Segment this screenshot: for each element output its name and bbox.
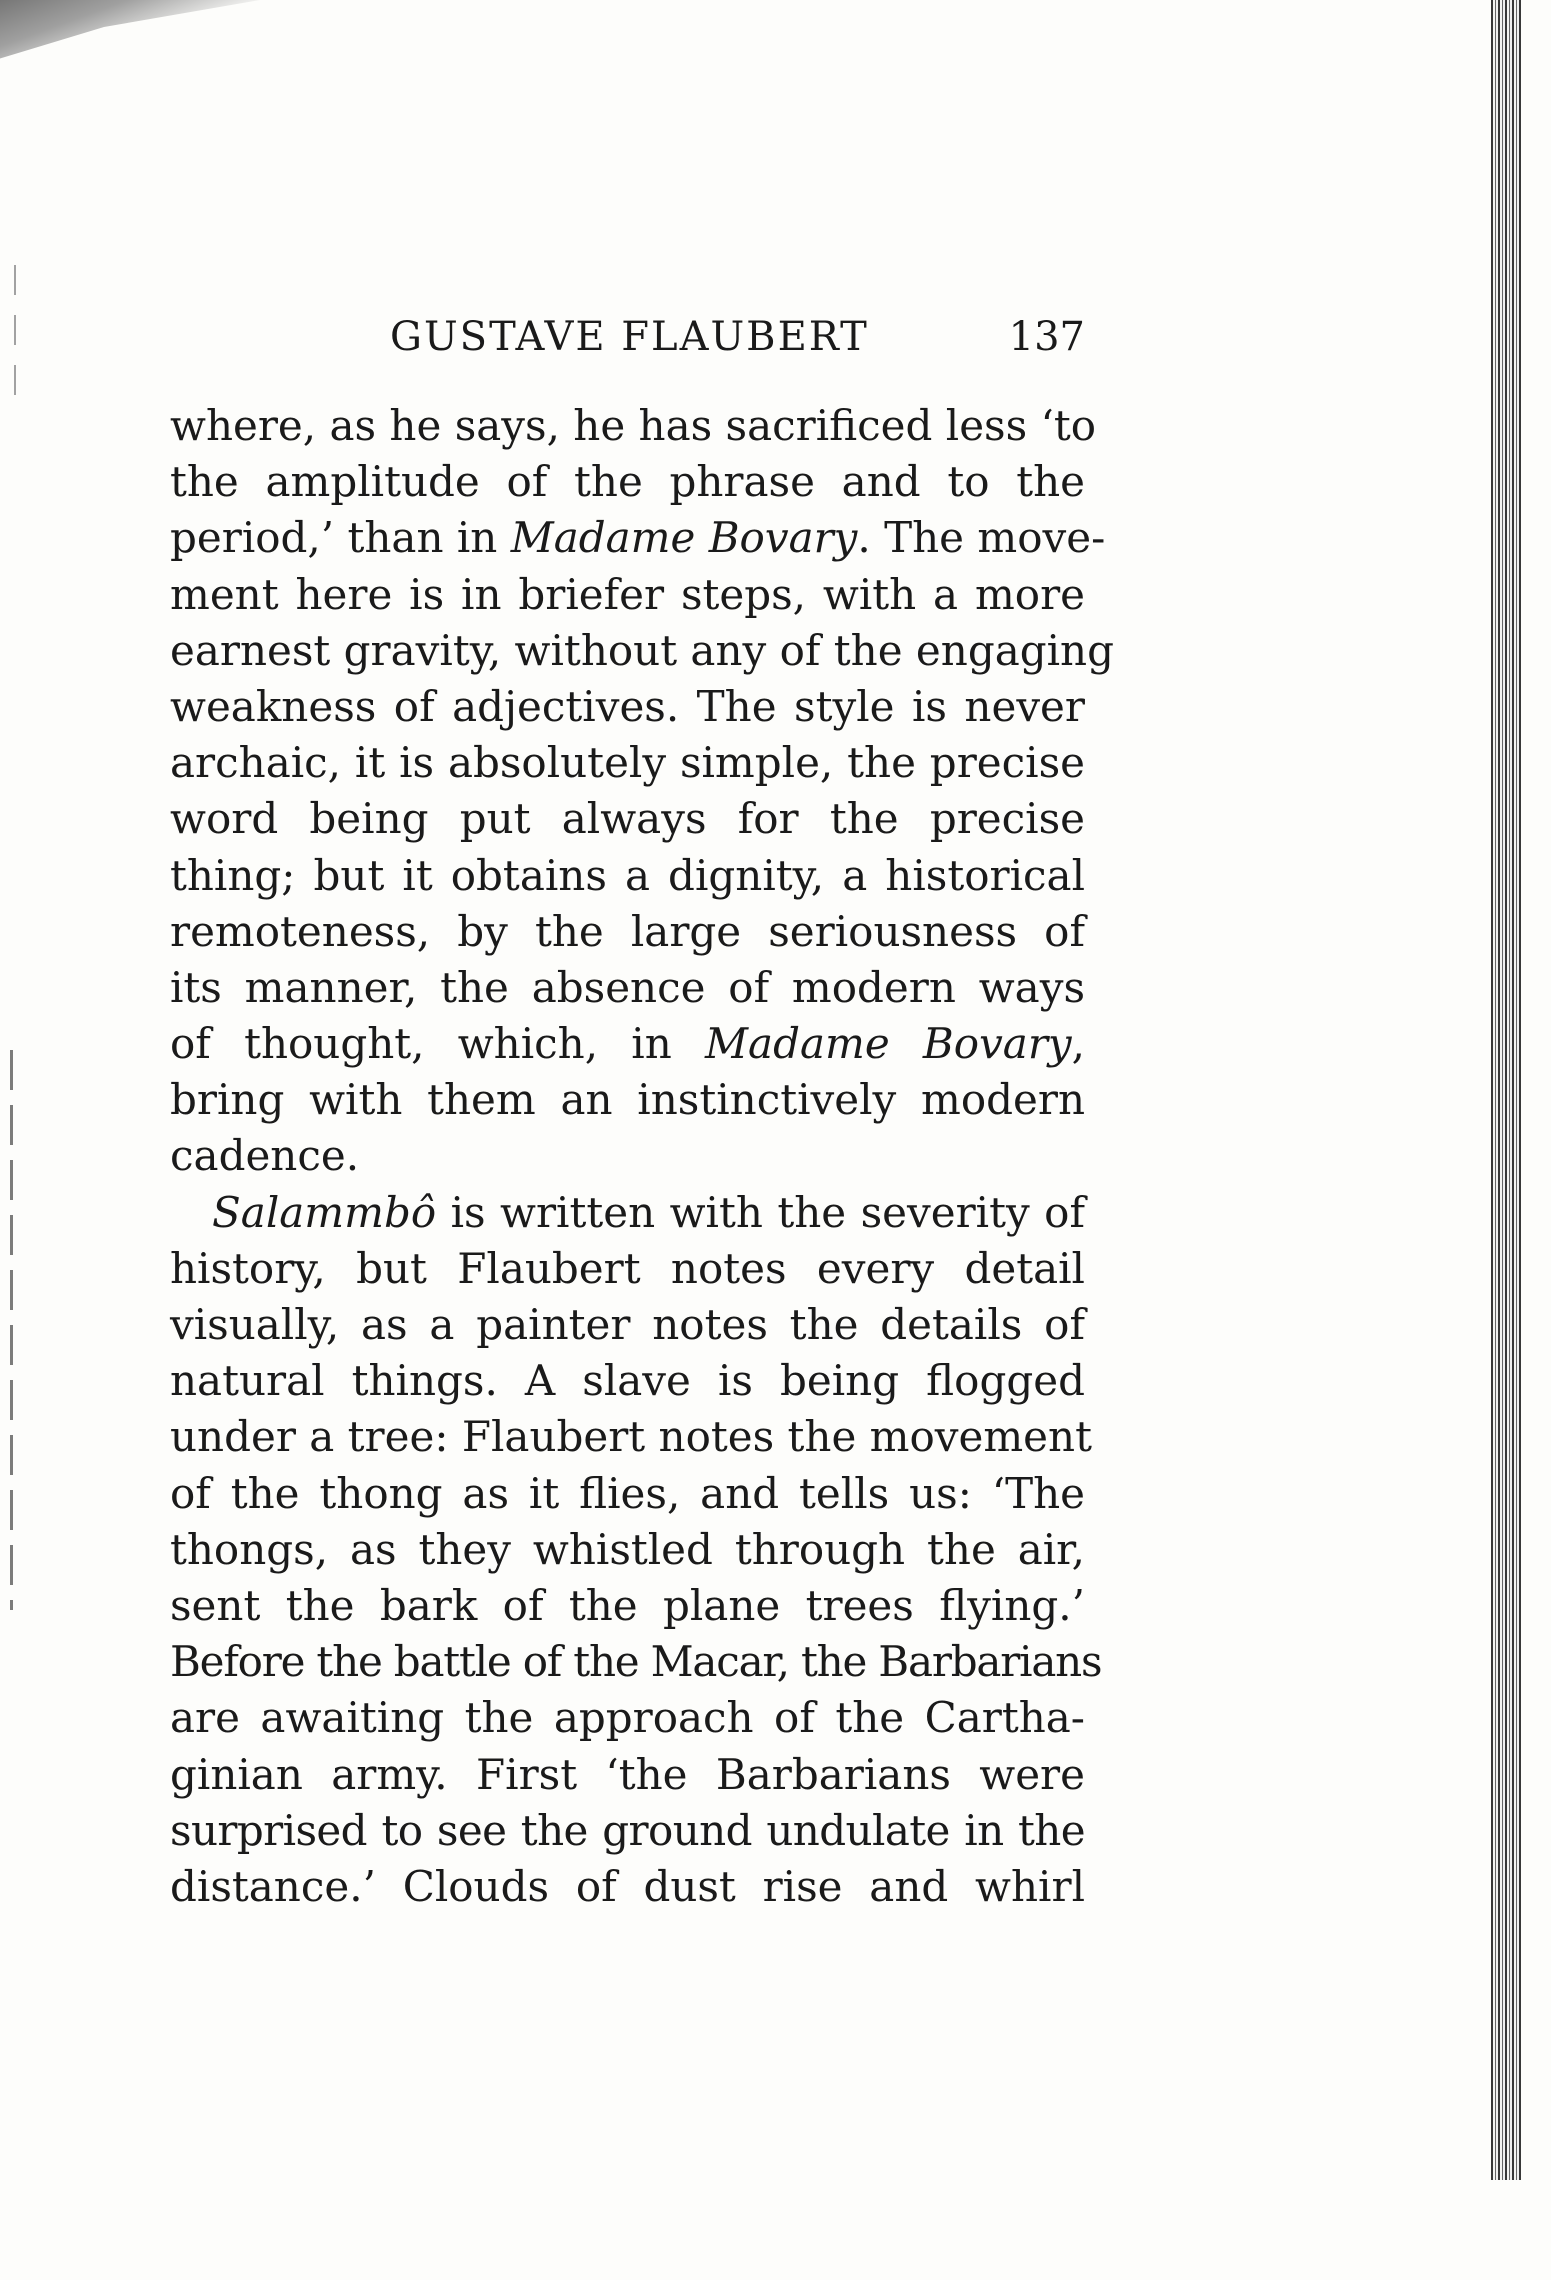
italic-title: Madame Bovary xyxy=(510,513,858,563)
text-line: visually, as a painter notes the details of xyxy=(170,1300,1085,1349)
text-line: bring with them an instinctively modern xyxy=(170,1075,1085,1125)
text-line: ment here is in briefer steps, with a more xyxy=(170,569,1085,619)
text-line: Before the battle of the Macar, the Barbarians xyxy=(170,1637,1102,1687)
text-line: sent the bark of the plane trees flying.’ xyxy=(170,1580,1085,1630)
book-binding-edge xyxy=(1491,0,1521,2180)
text-line: history, but Flaubert notes every detail xyxy=(170,1243,1085,1293)
text-line: period,’ than in Madame Bovary. The move- xyxy=(170,513,1106,563)
text-line: archaic, it is absolutely simple, the precise xyxy=(170,738,1085,788)
text-line: natural things. A slave is being flogged xyxy=(170,1356,1085,1406)
body-text xyxy=(170,398,1114,1915)
running-head: GUSTAVE FLAUBERT xyxy=(390,314,869,360)
text-line: of thought, which, in Madame Bovary, xyxy=(170,1019,1085,1069)
scan-edge-marks xyxy=(10,1050,13,1610)
text-line: ginian army. First ‘the Barbarians were xyxy=(170,1749,1085,1799)
text-line: the amplitude of the phrase and to the xyxy=(170,457,1085,507)
text-line: its manner, the absence of modern ways xyxy=(170,962,1085,1012)
scan-corner-smudge xyxy=(0,0,260,90)
page-number: 137 xyxy=(1008,314,1085,360)
text-line: cadence. xyxy=(170,1131,360,1181)
italic-title: Madame Bovary xyxy=(705,1019,1072,1069)
text-line: earnest gravity, without any of the engaging xyxy=(170,625,1114,675)
scan-edge-marks-top xyxy=(14,265,16,405)
page-header xyxy=(170,312,1085,362)
text-line: are awaiting the approach of the Cartha- xyxy=(170,1693,1085,1743)
text-line: of the thong as it flies, and tells us: ‘The xyxy=(170,1468,1085,1518)
text-line: thongs, as they whistled through the air, xyxy=(170,1524,1085,1574)
italic-title: Salammbô xyxy=(212,1187,437,1237)
text-line: thing; but it obtains a dignity, a historical xyxy=(170,850,1085,900)
text-line: word being put always for the precise xyxy=(170,794,1085,844)
text-line: Salammbô is written with the severity of xyxy=(212,1187,1085,1237)
text-line: weakness of adjectives. The style is never xyxy=(170,681,1085,731)
text-line: distance.’ Clouds of dust rise and whirl xyxy=(170,1861,1085,1911)
text-line: where, as he says, he has sacrificed less ‘to xyxy=(170,401,1097,450)
text-line: surprised to see the ground undulate in the xyxy=(170,1805,1085,1855)
text-line: remoteness, by the large seriousness of xyxy=(170,906,1085,956)
text-line: under a tree: Flaubert notes the movement xyxy=(170,1412,1092,1462)
